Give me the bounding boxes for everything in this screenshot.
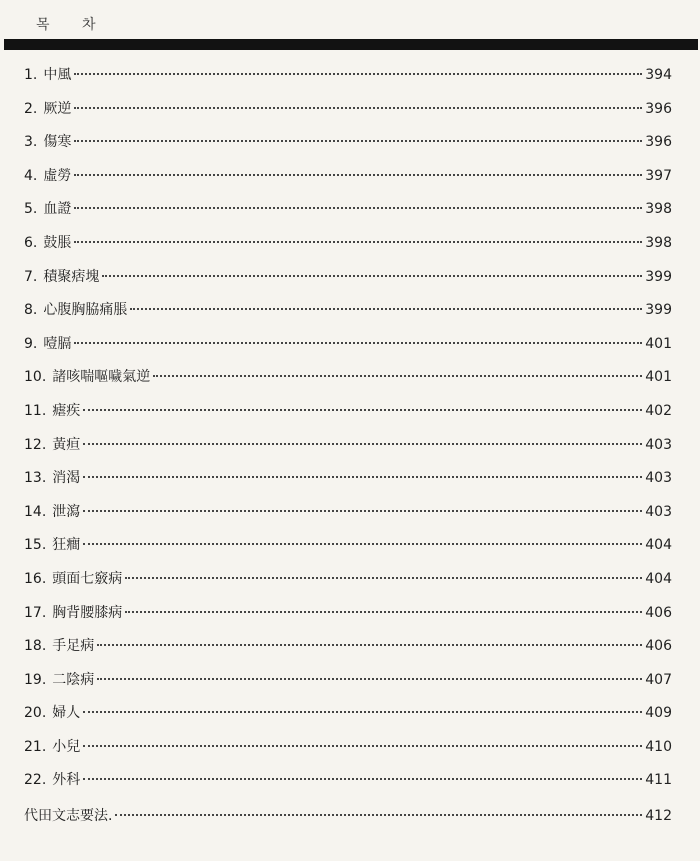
toc-entry-title: 泄瀉 xyxy=(52,503,81,520)
toc-entry-number: 20. xyxy=(24,705,47,722)
toc-entry-title: 鼓脹 xyxy=(43,234,72,251)
toc-entry-page: 397 xyxy=(645,167,672,184)
toc-entry-page: 406 xyxy=(645,604,672,621)
toc-entry xyxy=(24,400,672,434)
toc-entry xyxy=(24,568,672,602)
toc-entry-page: 403 xyxy=(645,436,672,453)
toc-entry xyxy=(24,501,672,535)
toc-entry-number: 5. xyxy=(24,201,38,218)
toc-entry xyxy=(24,702,672,736)
toc-entry-title: 虛勞 xyxy=(43,167,72,184)
dot-leader xyxy=(97,678,642,680)
toc-entry xyxy=(24,333,672,367)
table-of-contents xyxy=(24,64,672,839)
toc-entry-number: 1. xyxy=(24,67,38,83)
toc-entry-title: 傷寒 xyxy=(43,134,72,151)
toc-entry-number: 8. xyxy=(24,302,38,319)
toc-entry xyxy=(24,736,672,770)
toc-entry-number: 14. xyxy=(24,503,47,520)
toc-entry-page: 398 xyxy=(645,234,672,251)
toc-entry xyxy=(24,299,672,333)
dot-leader xyxy=(83,711,642,713)
dot-leader xyxy=(102,275,642,277)
toc-entry-title: 消渴 xyxy=(52,470,81,487)
toc-entry-title: 血證 xyxy=(43,201,72,218)
toc-entry-title: 瘧疾 xyxy=(52,402,81,419)
toc-entry-number: 9. xyxy=(24,335,38,352)
toc-entry-number: 12. xyxy=(24,436,47,453)
toc-entry-final xyxy=(24,805,672,839)
dot-leader xyxy=(115,814,642,816)
dot-leader xyxy=(97,644,642,646)
dot-leader xyxy=(125,611,642,613)
dot-leader xyxy=(74,107,642,109)
toc-entry-title: 噎膈 xyxy=(43,335,72,352)
toc-entry-title: 小兒 xyxy=(52,738,81,755)
toc-entry xyxy=(24,434,672,468)
toc-entry-page: 396 xyxy=(645,134,672,151)
dot-leader xyxy=(83,745,642,747)
header-rule xyxy=(4,39,698,50)
toc-entry-number: 22. xyxy=(24,772,47,789)
toc-entry-title: 婦人 xyxy=(52,705,81,722)
toc-entry-page: 399 xyxy=(645,268,672,285)
toc-entry-page: 398 xyxy=(645,201,672,218)
toc-entry-title: 頭面七竅病 xyxy=(52,570,123,587)
toc-entry-number: 16. xyxy=(24,570,47,587)
toc-entry-title: 二陰病 xyxy=(52,671,95,688)
toc-entry-title: 胸背腰膝病 xyxy=(52,604,123,621)
dot-leader xyxy=(74,241,642,243)
toc-entry xyxy=(24,266,672,300)
toc-entry-title: 厥逆 xyxy=(43,100,72,117)
toc-entry-number: 6. xyxy=(24,234,38,251)
toc-entry-page: 402 xyxy=(645,402,672,419)
toc-entry-page: 409 xyxy=(645,705,672,722)
toc-entry-page: 404 xyxy=(645,570,672,587)
toc-entry-title: 中風 xyxy=(43,67,72,83)
toc-entry-title: 心腹胸脇痛脹 xyxy=(43,302,128,319)
dot-leader xyxy=(125,577,642,579)
toc-entry-number: 3. xyxy=(24,134,38,151)
dot-leader xyxy=(74,73,642,75)
toc-entry-title: 黃疸 xyxy=(52,436,81,453)
toc-entry-page: 403 xyxy=(645,470,672,487)
toc-entry xyxy=(24,98,672,132)
toc-entry-number: 2. xyxy=(24,100,38,117)
toc-entry-title: 代田文志要法. xyxy=(24,808,113,825)
toc-entry xyxy=(24,669,672,703)
dot-leader xyxy=(74,207,642,209)
toc-entry-page: 396 xyxy=(645,100,672,117)
toc-entry xyxy=(24,534,672,568)
toc-entry xyxy=(24,198,672,232)
dot-leader xyxy=(130,308,642,310)
toc-entry-page: 410 xyxy=(645,738,672,755)
toc-entry-title: 積聚痞塊 xyxy=(43,268,100,285)
toc-entry-title: 手足病 xyxy=(52,638,95,655)
toc-entry-page: 406 xyxy=(645,638,672,655)
toc-entry-page: 401 xyxy=(645,369,672,386)
toc-entry-number: 15. xyxy=(24,537,47,554)
dot-leader xyxy=(74,342,642,344)
toc-entry xyxy=(24,467,672,501)
toc-entry-title: 外科 xyxy=(52,772,81,789)
toc-entry xyxy=(24,769,672,803)
dot-leader xyxy=(153,375,642,377)
toc-entry-page: 407 xyxy=(645,671,672,688)
toc-entry-number: 17. xyxy=(24,604,47,621)
toc-entry-number: 10. xyxy=(24,369,47,386)
toc-entry xyxy=(24,131,672,165)
dot-leader xyxy=(83,476,642,478)
dot-leader xyxy=(83,443,642,445)
toc-entry xyxy=(24,64,672,98)
toc-entry-number: 13. xyxy=(24,470,47,487)
toc-entry-title: 諸咳喘嘔噦氣逆 xyxy=(52,369,151,386)
dot-leader xyxy=(83,543,642,545)
toc-entry-number: 19. xyxy=(24,671,47,688)
toc-entry-page: 411 xyxy=(645,772,672,789)
toc-entry-page: 399 xyxy=(645,302,672,319)
toc-entry xyxy=(24,635,672,669)
toc-entry xyxy=(24,366,672,400)
toc-entry-number: 4. xyxy=(24,167,38,184)
toc-entry-number: 21. xyxy=(24,738,47,755)
toc-entry xyxy=(24,602,672,636)
toc-entry-number: 11. xyxy=(24,402,47,419)
toc-entry-number: 18. xyxy=(24,638,47,655)
toc-entry-page: 403 xyxy=(645,503,672,520)
toc-entry-title: 狂癎 xyxy=(52,537,81,554)
toc-entry-page: 404 xyxy=(645,537,672,554)
toc-entry xyxy=(24,165,672,199)
dot-leader xyxy=(83,409,642,411)
dot-leader xyxy=(74,174,642,176)
toc-entry xyxy=(24,232,672,266)
toc-entry-page: 401 xyxy=(645,335,672,352)
dot-leader xyxy=(74,140,642,142)
page-header: 목 차 xyxy=(36,17,110,33)
dot-leader xyxy=(83,510,642,512)
dot-leader xyxy=(83,778,642,780)
toc-entry-page: 394 xyxy=(645,67,672,83)
toc-entry-page: 412 xyxy=(645,808,672,825)
toc-entry-number: 7. xyxy=(24,268,38,285)
